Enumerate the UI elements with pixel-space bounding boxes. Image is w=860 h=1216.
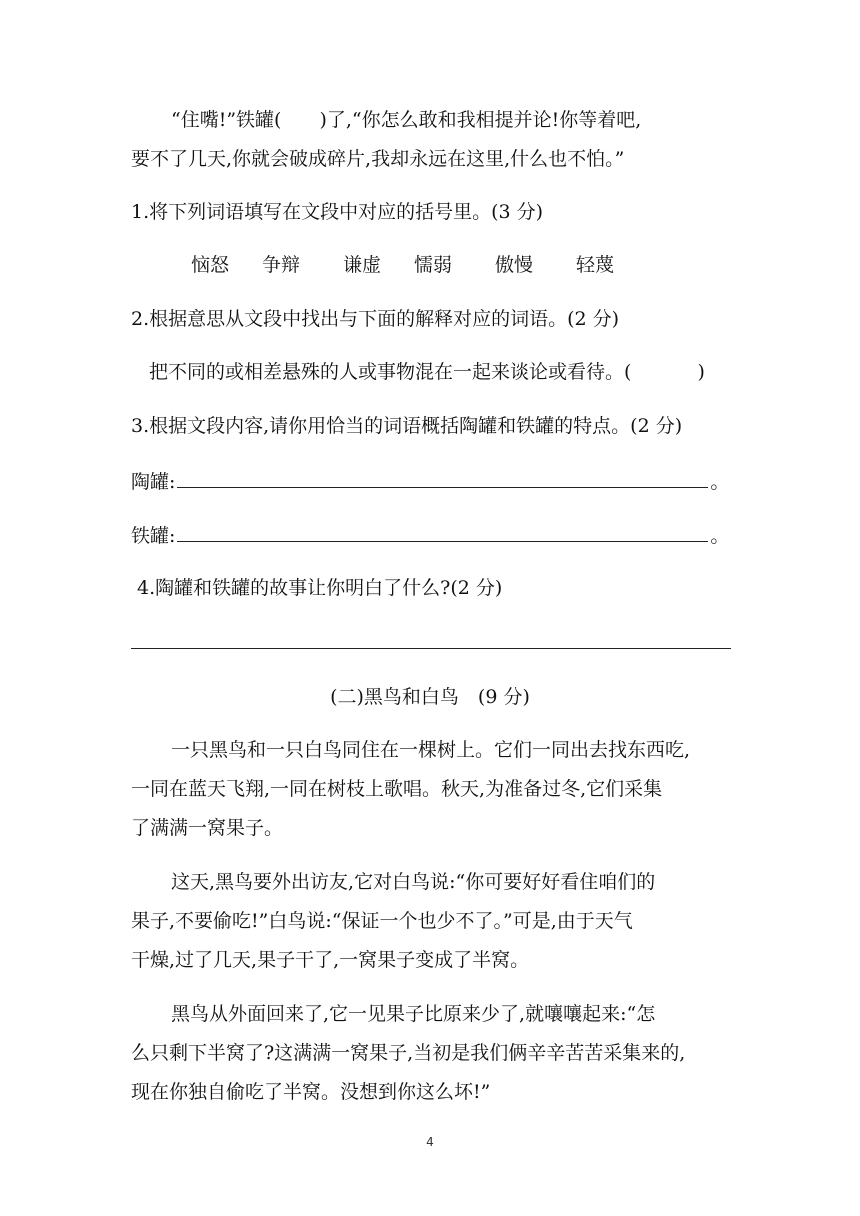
end-mark: 。 <box>710 525 730 547</box>
passage2-line: 现在你独自偷吃了半窝。没想到你这么坏!” <box>131 1081 491 1103</box>
question-4-answer-line[interactable] <box>131 648 731 649</box>
page-number: 4 <box>426 1135 434 1149</box>
word-bank-item: 懦弱 <box>414 254 453 276</box>
question-3-prompt: 3.根据文段内容,请你用恰当的词语概括陶罐和铁罐的特点。(2 分) <box>131 415 683 437</box>
taoguan-label: 陶罐: <box>131 471 176 493</box>
passage2-line: 了满满一窝果子。 <box>131 817 284 839</box>
passage2-line: 一只黑鸟和一只白鸟同住在一棵树上。它们一同出去找东西吃, <box>171 739 691 761</box>
passage2-line: 么只剩下半窝了?这满满一窝果子,当初是我们俩辛辛苦苦采集来的, <box>131 1042 686 1064</box>
tieguan-label: 铁罐: <box>131 525 176 547</box>
question-4-prompt: 4.陶罐和铁罐的故事让你明白了什么?(2 分) <box>137 577 503 599</box>
passage2-line: 这天,黑鸟要外出访友,它对白鸟说:“你可要好好看住咱们的 <box>171 871 656 893</box>
taoguan-answer-row <box>131 467 731 495</box>
question-1-prompt: 1.将下列词语填写在文段中对应的括号里。(3 分) <box>131 201 544 223</box>
passage1-line: 要不了几天,你就会破成碎片,我却永远在这里,什么也不怕。” <box>131 148 625 170</box>
word-bank-item: 谦虚 <box>343 254 382 276</box>
word-bank-item: 傲慢 <box>495 254 534 276</box>
taoguan-answer-line[interactable] <box>177 467 708 488</box>
word-bank <box>131 252 731 278</box>
word-bank-item: 轻蔑 <box>576 254 615 276</box>
end-mark: 。 <box>710 471 730 493</box>
word-bank-item: 恼怒 <box>191 254 230 276</box>
passage2-line: 干燥,过了几天,果子干了,一窝果子变成了半窝。 <box>131 949 530 971</box>
definition-text: 把不同的或相差悬殊的人或事物混在一起来谈论或看待。( <box>149 361 632 383</box>
passage2-line: 黑鸟从外面回来了,它一见果子比原来少了,就嚷嚷起来:“怎 <box>171 1003 656 1025</box>
question-2-definition <box>149 359 731 385</box>
passage2-line: 果子,不要偷吃!”白鸟说:“保证一个也少不了。”可是,由于天气 <box>131 910 633 932</box>
section-title: (二)黑鸟和白鸟 (9 分) <box>330 686 530 708</box>
tieguan-answer-row <box>131 521 731 549</box>
passage2-line: 一同在蓝天飞翔,一同在树枝上歌唱。秋天,为准备过冬,它们采集 <box>131 778 663 800</box>
question-2-prompt: 2.根据意思从文段中找出与下面的解释对应的词语。(2 分) <box>131 308 620 330</box>
passage1-line: “住嘴!”铁罐( )了,“你怎么敢和我相提并论!你等着吧, <box>171 109 642 131</box>
word-bank-item: 争辩 <box>262 254 301 276</box>
tieguan-answer-line[interactable] <box>177 521 708 542</box>
closing-paren: ) <box>697 361 705 383</box>
